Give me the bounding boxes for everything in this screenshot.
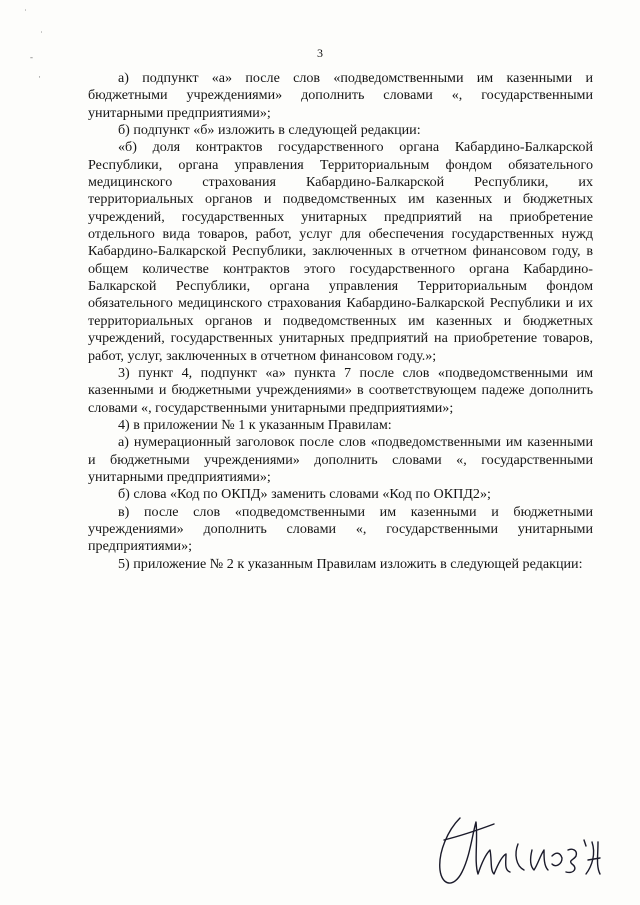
paragraph: в) после слов «подведомственными им казенными и бюджетными учреждениями» дополнить словами «, государственными унитарными предприятиями»; bbox=[88, 503, 593, 555]
scan-mark: - bbox=[30, 52, 33, 62]
handwritten-signature bbox=[420, 800, 620, 900]
paragraph: б) слова «Код по ОКПД» заменить словами «Код по ОКПД2»; bbox=[118, 486, 491, 503]
paragraph: 4) в приложении № 1 к указанным Правилам: bbox=[118, 416, 392, 433]
document-body bbox=[88, 70, 593, 573]
scan-mark: ˙ bbox=[40, 30, 43, 40]
paragraph: «б) доля контрактов государственного органа Кабардино-Балкарской Республики, органа управления Территориальным фондом обязательного медицинского страхования Кабардино-Балкарской Республики, их территориальных органов и подведомственных им казенных и бюджетных учреждений, государственных унитарных предприятий на приобретение отдельного вида товаров, работ, услуг для обеспечения государственных нужд Кабардино-Балкарской Республики, заключенных в отчетном финансовом году, в общем количестве контрактов этого государственного органа Кабардино-Балкарской Республики, органа управления Территориальным фондом обязательного медицинского страхования Кабардино-Балкарской Республики и их территориальных органов и подведомственных им казенных и бюджетных учреждений, государственных унитарных предприятий на приобретение товаров, работ, услуг, заключенных в отчетном финансовом году.»; bbox=[88, 139, 593, 364]
scan-mark: · bbox=[38, 72, 41, 82]
paragraph: а) подпункт «а» после слов «подведомственными им казенными и бюджетными учреждениями» дополнить словами «, государственными унитарными предприятиями»; bbox=[88, 70, 593, 121]
paragraph: 3) пункт 4, подпункт «а» пункта 7 после слов «подведомственными им казенными и бюджетными учреждениями» в соответствующем падеже дополнить словами «, государственными унитарными предприятиями»; bbox=[88, 364, 593, 416]
paragraph: б) подпункт «б» изложить в следующей редакции: bbox=[118, 122, 421, 139]
scan-mark: ˙ bbox=[24, 8, 27, 18]
paragraph: а) нумерационный заголовок после слов «подведомственными им казенными и бюджетными учреждениями» дополнить словами «, государственными унитарными предприятиями»; bbox=[88, 434, 593, 485]
paragraph: 5) приложение № 2 к указанным Правилам изложить в следующей редакции: bbox=[118, 555, 583, 572]
page-number: 3 bbox=[317, 46, 323, 60]
